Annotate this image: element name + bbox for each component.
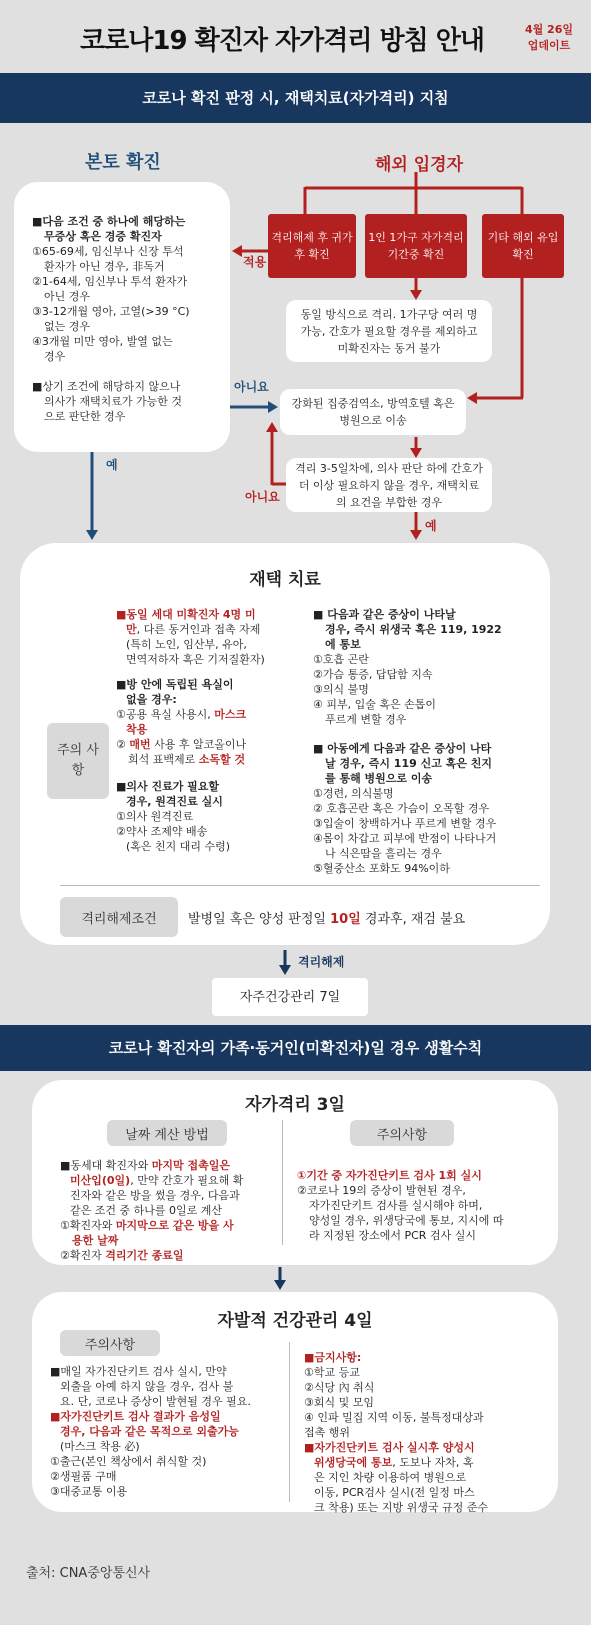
note-text: 위생당국에 통보: [314, 1456, 393, 1469]
symptom-item: ④몸이 차갑고 피부에 반점이 나타나거: [313, 832, 497, 845]
symptom-item: 푸르게 변할 경우: [325, 713, 407, 726]
note-text: 희석 표백제로: [128, 753, 199, 766]
note-text: ③회식 및 모임: [304, 1396, 374, 1409]
note-text: 경우, 즉시 위생국 혹은 119, 1922: [325, 623, 502, 636]
release-arrow: [0, 945, 591, 980]
note-text: 같은 조건 중 하나를 0일로 계산: [70, 1204, 222, 1217]
note-text: 라 지정된 장소에서 PCR 검사 실시: [309, 1229, 476, 1242]
note-text: ①의사 원격진료: [116, 810, 194, 823]
note-text: ■동세대 확진자와: [60, 1159, 152, 1172]
note-text: (특히 노인, 임산부, 유아,: [126, 638, 247, 651]
note-text: 에 통보: [325, 638, 361, 651]
page-title: 코로나19 확진자 자가격리 방침 안내: [80, 26, 485, 56]
label-yes-2: 예: [425, 519, 437, 533]
caution-label: 주의 사항: [47, 723, 109, 799]
note-text: ①출근(본인 책상에서 취식할 것): [50, 1455, 207, 1468]
box-other-imported-infection: 기타 해외 유입 확진: [482, 214, 564, 278]
symptom-item: ③입술이 창백하거나 푸르게 변할 경우: [313, 817, 497, 830]
note-text: 마지막 접촉일은: [151, 1159, 230, 1172]
symptom-item: ④ 피부, 입술 혹은 손톱이: [313, 698, 436, 711]
domestic-criteria-line: ②1-64세, 임신부나 투석 환자가: [32, 275, 188, 288]
release-condition-label: 격리해제조건: [60, 897, 178, 937]
note-text: 없을 경우:: [126, 693, 177, 706]
note-text: ■매일 자가진단키트 검사 실시, 만약: [50, 1365, 227, 1378]
note-text: ④ 인파 밀집 지역 이동, 불특정대상과: [304, 1411, 484, 1424]
domestic-criteria-line: 환자가 아닌 경우, 非독거: [44, 260, 165, 273]
domestic-criteria-line: ①65-69세, 임신부나 신장 투석: [32, 245, 184, 258]
note-text: 만: [126, 623, 137, 636]
note-text: 착용: [126, 723, 148, 736]
home-care-left-notes: [116, 607, 306, 854]
note-text: 크 착용) 또는 지방 위생국 규정 준수: [314, 1501, 489, 1514]
note-text: ①기간 중 자가진단키트 검사 1회 실시: [297, 1169, 482, 1182]
source-credit: 출처: CNA중앙통신사: [26, 1566, 151, 1581]
health-4-title: 자발적 건강관리 4일: [217, 1311, 373, 1331]
release-days: 10일: [330, 912, 361, 927]
date-calc-pill: 날짜 계산 방법: [107, 1120, 227, 1146]
note-text: ②생필품 구매: [50, 1470, 117, 1483]
note-text: 경우, 다음과 같은 목적으로 외출가능: [60, 1425, 239, 1438]
label-release: 격리해제: [298, 955, 345, 969]
domestic-criteria-line: ■다음 조건 중 하나에 해당하는: [32, 215, 186, 228]
divider: [282, 1120, 283, 1245]
box-same-quarantine: 동일 방식으로 격리. 1가구당 여러 명 가능, 간호가 필요할 경우를 제외하고 미확진자는 동거 불가: [286, 300, 492, 362]
release-condition-text: [188, 908, 465, 927]
note-text: ②확진자: [60, 1249, 106, 1262]
caution-pill: 주의사항: [60, 1330, 160, 1356]
child-symptom-list: [313, 786, 545, 876]
release-text: 경과후, 재검 불요: [360, 912, 466, 927]
note-text: 외출을 아예 하지 않을 경우, 검사 불: [60, 1380, 234, 1393]
note-text: 은 지인 차량 이용하여 병원으로: [314, 1471, 467, 1484]
note-text: 격리기간 종료일: [105, 1249, 184, 1262]
quarantine-3-title: 자가격리 3일: [245, 1095, 345, 1115]
box-post-release-infection: 격리해제 후 귀가 후 확진: [268, 214, 356, 278]
note-text: ■의사 진료가 필요할: [116, 780, 220, 793]
banner-family-rules: 코로나 확진자의 가족·동거인(미확진자)일 경우 생활수칙: [0, 1025, 591, 1071]
label-no-2: 아니요: [245, 490, 280, 504]
symptom-item: 나 식은땀을 흘리는 경우: [325, 847, 442, 860]
domestic-criteria-line: ④3개월 미만 영아, 발열 없는: [32, 335, 173, 348]
domestic-criteria-line: 무증상 혹은 경증 확진자: [44, 230, 162, 243]
note-text: ②식당 內 취식: [304, 1381, 375, 1394]
note-text: 미산입(0일): [70, 1174, 131, 1187]
note-text: 마지막으로 같은 방을 사: [115, 1219, 234, 1232]
section-domestic: 본토 확진: [85, 152, 161, 173]
box-single-household-infection: 1인 1가구 자가격리기간중 확진: [365, 214, 467, 278]
note-text: 요. 단, 코로나 증상이 발현될 경우 필요.: [60, 1395, 251, 1408]
note-text: ②: [116, 738, 130, 751]
box-facility-transfer: 강화된 집중검역소, 방역호텔 혹은 병원으로 이송: [280, 389, 466, 435]
home-care-right-notes: [313, 607, 545, 876]
health-4-left-text: [50, 1364, 286, 1499]
symptom-item: ③의식 불명: [313, 683, 369, 696]
note-text: ①공용 욕실 사용시,: [116, 708, 215, 721]
update-date: 4월 26일: [524, 23, 573, 36]
note-text: ■ 다음과 같은 증상이 나타날: [313, 608, 456, 621]
health-4-right-text: [304, 1350, 549, 1515]
note-text: ■금지사항:: [304, 1351, 362, 1364]
note-text: 사용 후 알코올이나: [150, 738, 247, 751]
note-text: 진자와 같은 방을 썼을 경우, 다음과: [70, 1189, 240, 1202]
note-text: 를 통해 병원으로 이송: [325, 772, 433, 785]
domestic-criteria-line: 아닌 경우: [44, 290, 91, 303]
note-text: ■동일 세대 미확진자 4명 미: [116, 608, 256, 621]
divider: [60, 885, 540, 886]
release-text: 발병일 혹은 양성 판정일: [188, 912, 331, 927]
note-text: 자가진단키트 검사를 실시해야 하며,: [309, 1199, 483, 1212]
note-text: 양성일 경우, 위생당국에 통보, 지시에 따: [309, 1214, 504, 1227]
domestic-criteria-line: ■상기 조건에 해당하지 않으나: [32, 380, 181, 393]
note-text: ②코로나 19의 증상이 발현된 경우,: [297, 1184, 466, 1197]
note-text: , 만약 간호가 필요해 확: [130, 1174, 244, 1187]
symptom-item: ②가슴 통증, 답답함 지속: [313, 668, 433, 681]
banner-home-care: 코로나 확진 판정 시, 재택치료(자가격리) 지침: [0, 73, 591, 123]
note-text: 소독할 것: [198, 753, 246, 766]
label-no-1: 아니요: [234, 380, 269, 394]
divider: [289, 1342, 290, 1502]
symptom-item: ①호흡 곤란: [313, 653, 369, 666]
box-doctor-judgement: 격리 3-5일차에, 의사 판단 하에 간호가 더 이상 필요하지 않을 경우, 재택치료의 요건을 부합한 경우: [286, 458, 492, 512]
home-care-card: [20, 543, 550, 945]
symptom-item: ①경련, 의식불명: [313, 787, 394, 800]
note-text: ■자가진단키트 검사 결과가 음성일: [50, 1410, 221, 1423]
domestic-criteria-line: 경우: [44, 350, 66, 363]
update-label: 업데이트: [527, 39, 571, 52]
self-health-7-box: 자주건강관리 7일: [212, 978, 368, 1016]
note-text: , 다른 동거인과 접촉 자제: [136, 623, 261, 636]
quarantine-3-card: [32, 1080, 558, 1265]
note-text: 면역저하자 혹은 기저질환자): [126, 653, 265, 666]
note-text: , 도보나 자차, 혹: [392, 1456, 474, 1469]
note-text: 마스크: [214, 708, 247, 721]
note-text: ②약사 조제약 배송: [116, 825, 208, 838]
note-text: ①확진자와: [60, 1219, 116, 1232]
symptom-item: ⑤혈중산소 포화도 94%이하: [313, 862, 450, 875]
quarantine-caution-text: [297, 1168, 552, 1243]
health-4-card: [32, 1292, 558, 1512]
domestic-criteria-line: 의사가 재택치료가 가능한 것: [44, 395, 183, 408]
note-text: 날 경우, 즉시 119 신고 혹은 친지: [325, 757, 493, 770]
note-text: ①학교 등교: [304, 1366, 360, 1379]
domestic-criteria-line: 으로 판단한 경우: [44, 410, 126, 423]
note-text: ■ 아동에게 다음과 같은 증상이 나타: [313, 742, 492, 755]
note-text: ■방 안에 독립된 욕실이: [116, 678, 234, 691]
domestic-criteria-line: ③3-12개월 영아, 고열(>39 °C): [32, 305, 190, 318]
label-yes-1: 예: [106, 458, 118, 472]
label-apply: 적용: [243, 255, 267, 269]
quarantine-arrow: [0, 1265, 591, 1295]
adult-symptom-list: [313, 652, 545, 727]
note-text: 경우, 원격진료 실시: [126, 795, 223, 808]
symptom-item: ② 호흡곤란 혹은 가슴이 오목할 경우: [313, 802, 490, 815]
note-text: ③대중교통 이용: [50, 1485, 128, 1498]
home-care-title: 재택 치료: [249, 570, 321, 590]
date-calc-text: [60, 1158, 280, 1263]
caution-pill: 주의사항: [350, 1120, 454, 1146]
domestic-criteria-line: 없는 경우: [44, 320, 91, 333]
note-text: (마스크 착용 必): [60, 1440, 140, 1453]
section-overseas: 해외 입경자: [375, 155, 464, 175]
note-text: (혹은 친지 대리 수령): [126, 840, 231, 853]
note-text: 매번: [129, 738, 151, 751]
note-text: 접촉 행위: [304, 1426, 351, 1439]
note-text: 용한 날짜: [72, 1234, 119, 1247]
note-text: 이동, PCR검사 실시(전 일정 마스: [314, 1486, 475, 1499]
note-text: ■자가진단키트 검사 실시후 양성시: [304, 1441, 475, 1454]
